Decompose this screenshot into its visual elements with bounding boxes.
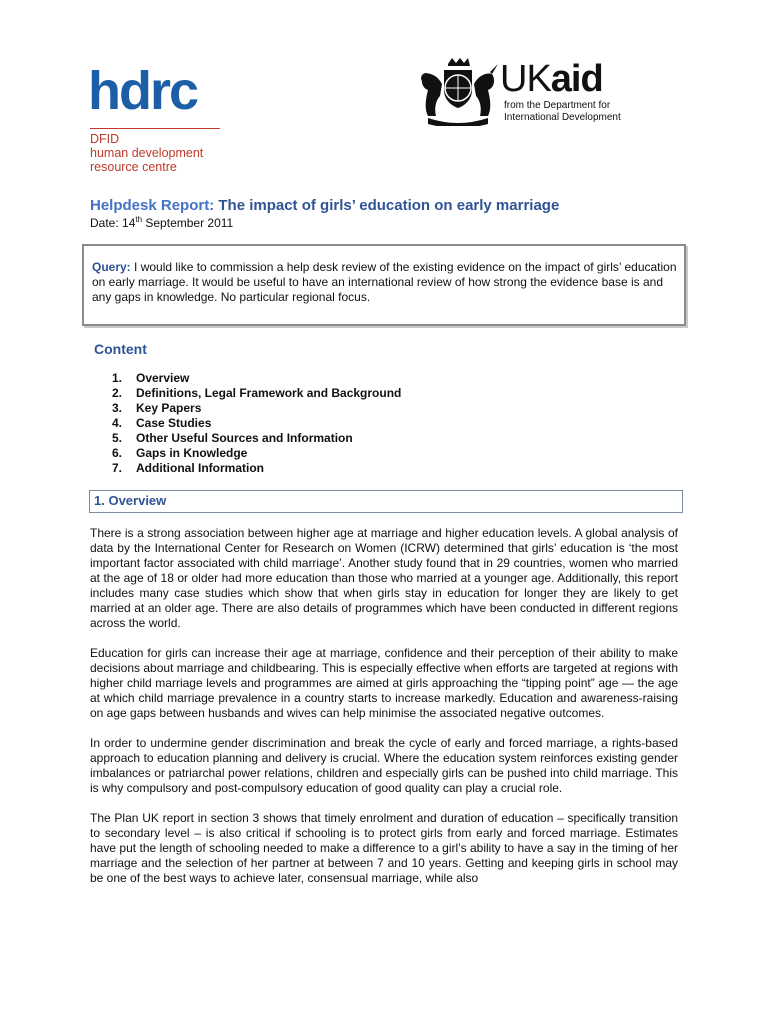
section-heading-overview: 1. Overview xyxy=(94,493,167,508)
hdrc-logo xyxy=(62,56,232,176)
paragraph: The Plan UK report in section 3 shows that timely enrolment and duration of education – specifically transition to secondary level – is also critical if schooling is to protect girls from early and forced marriage. Estimates have put the length of schooling needed to make a difference to a girl’s ability to have a say in the timing of her marriage and the selection of her partner at between 7 and 10 years. Getting and keeping girls in school may be one of the best ways to achieve later, consensual marriage, while also xyxy=(90,811,678,885)
paragraph: There is a strong association between higher age at marriage and higher education levels. A global analysis of data by the International Center for Research on Women (ICRW) determined that girls’ education is ‘the most important factor associated with child marriage’. Another study found that in 29 countries, women who married at the age of 18 or older had more education than those who married at a younger age. Additionally, this report includes many case studies which show that when girls stay in education for longer they are likely to get married at an older age. There are also details of programmes which have been conducted in different regions across the world. xyxy=(90,526,678,630)
report-date: Date: 14th September 2011 xyxy=(90,215,234,230)
overview-body xyxy=(90,526,678,901)
toc-item: 6. Gaps in Knowledge xyxy=(112,446,248,460)
ukaid-logo xyxy=(418,58,628,130)
toc-item: 3. Key Papers xyxy=(112,401,202,415)
content-heading: Content xyxy=(94,341,147,357)
table-of-contents xyxy=(112,371,401,476)
ukaid-subtitle-line: from the Department for xyxy=(504,100,611,111)
toc-item: 5. Other Useful Sources and Information xyxy=(112,431,353,445)
section-heading-box xyxy=(89,490,683,513)
hdrc-divider xyxy=(90,128,220,129)
hdrc-subtitle-line: DFID xyxy=(90,132,120,146)
hdrc-subtitle xyxy=(90,132,203,174)
report-title-lead: Helpdesk Report: xyxy=(90,197,215,214)
query-label: Query: xyxy=(92,260,131,274)
query-text xyxy=(92,260,678,305)
toc-item: 4. Case Studies xyxy=(112,416,212,430)
toc-item: 2. Definitions, Legal Framework and Background xyxy=(112,386,402,400)
paragraph: Education for girls can increase their age at marriage, confidence and their perception of their ability to make decisions about marriage and childbearing. This is especially effective when efforts are targeted at regions with higher child marriage levels and programmes are aimed at girls approaching the “tipping point” age — the age at which child marriage prevalence in a country starts to increase markedly. Education and awareness-raising on age gaps between husbands and wives can help minimise the associated negative outcomes. xyxy=(90,646,678,720)
hdrc-wordmark: hdrc xyxy=(88,61,198,121)
toc-item: 7. Additional Information xyxy=(112,461,264,475)
ukaid-subtitle-line: International Development xyxy=(504,112,621,123)
ukaid-wordmark: UKaid xyxy=(500,58,603,100)
report-title xyxy=(90,197,559,214)
royal-coat-of-arms-icon xyxy=(418,58,498,126)
query-body: I would like to commission a help desk review of the existing evidence on the impact of girls’ education on early marriage. It would be useful to have an international review of how strong the evidence base is and any gaps in knowledge. No particular regional focus. xyxy=(92,260,677,304)
toc-item: 1. Overview xyxy=(112,371,190,385)
hdrc-subtitle-line: resource centre xyxy=(90,160,177,174)
paragraph: In order to undermine gender discrimination and break the cycle of early and forced marriage, a rights-based approach to education planning and delivery is crucial. Where the education system reinforces existing gender imbalances or patriarchal power relations, children and especially girls can be pushed into child marriage. This is why compulsory and post-compulsory education of good quality can play a crucial role. xyxy=(90,736,678,795)
hdrc-subtitle-line: human development xyxy=(90,146,204,160)
report-title-text: The impact of girls’ education on early marriage xyxy=(214,197,560,214)
query-box xyxy=(82,244,686,326)
ukaid-subtitle xyxy=(504,100,621,124)
